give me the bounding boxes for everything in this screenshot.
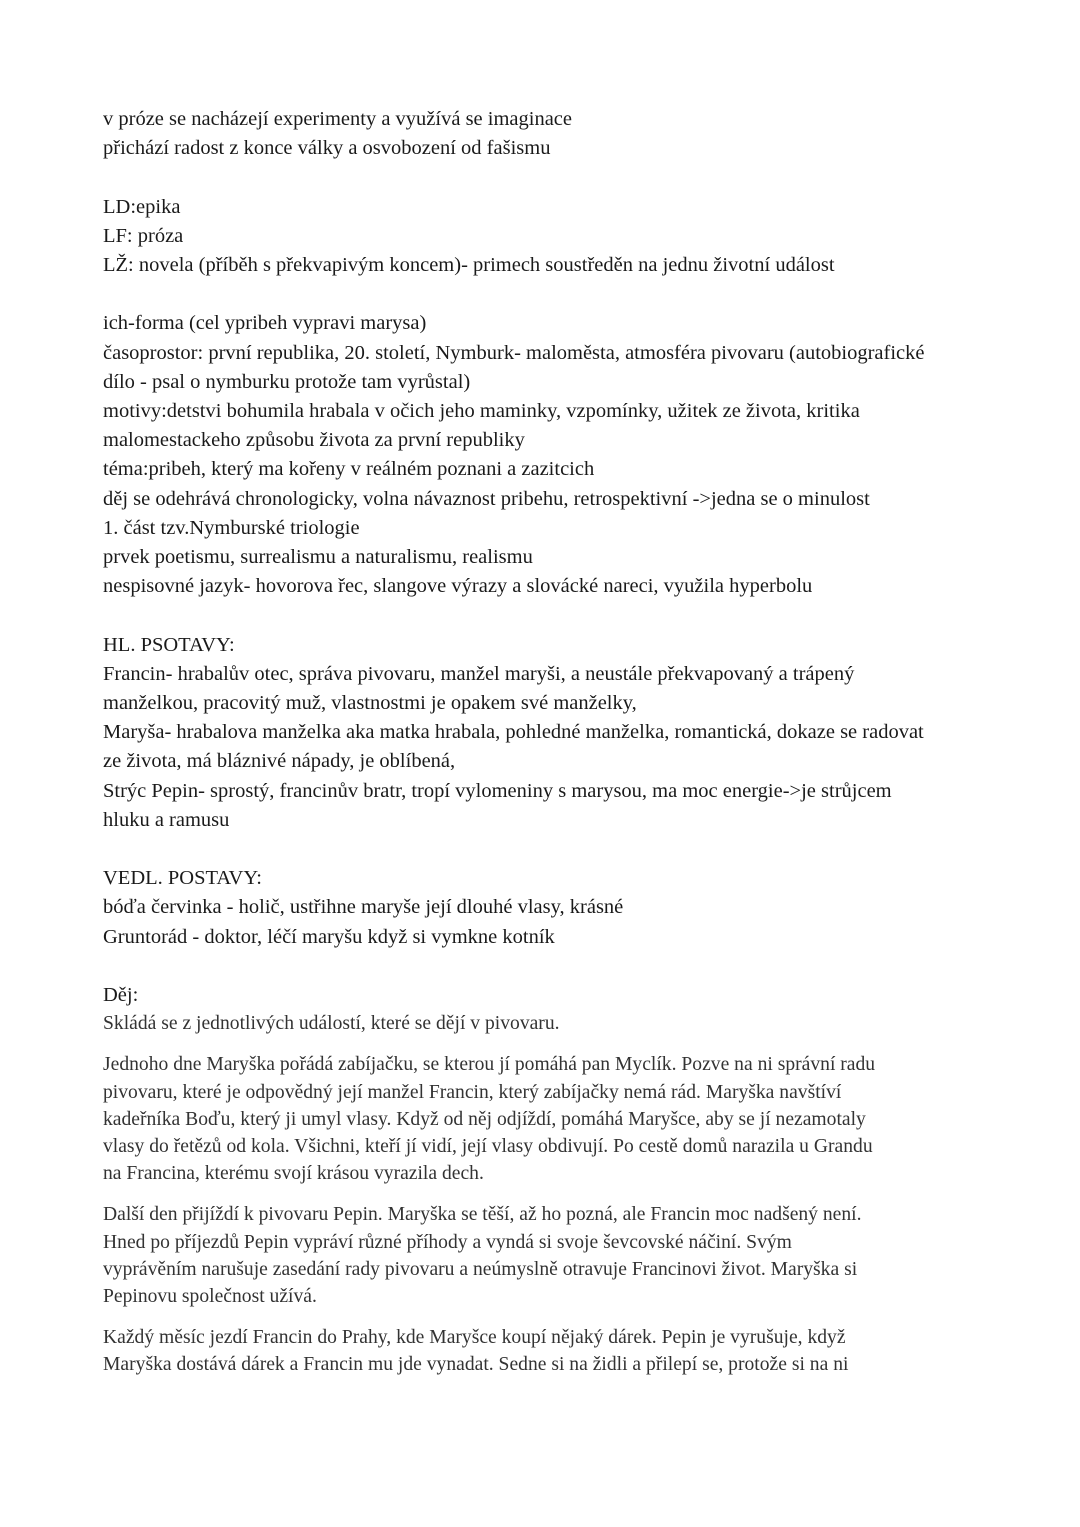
side-characters-section	[103, 864, 1003, 952]
text-line: Maryša- hrabalova manželka aka matka hrabala, pohledné manželka, romantická, dokaze se radovat	[103, 721, 924, 744]
text-line: nespisovné jazyk- hovorova řec, slangove výrazy a slovácké nareci, využila hyperbolu	[103, 575, 813, 598]
intro-section	[103, 105, 1003, 163]
analysis-section	[103, 309, 1003, 601]
text-line: Další den přijíždí k pivovaru Pepin. Maryška se těší, až ho pozná, ale Francin moc nadšený není.	[103, 1204, 862, 1226]
literary-kind: LD:epika	[103, 195, 181, 218]
text-line: motivy:detstvi bohumila hrabala v očich jeho maminky, vzpomínky, užitek ze života, kritika	[103, 400, 860, 422]
text-line: na Francina, kterému svojí krásou vyrazila dech.	[103, 1163, 484, 1185]
text-line: ich-forma (cel ypribeh vypravi marysa)	[103, 312, 427, 335]
text-line: prvek poetismu, surrealismu a naturalismu, realismu	[103, 546, 533, 569]
text-line: malomestackeho způsobu života za první republiky	[103, 429, 525, 452]
section-heading: HL. PSOTAVY:	[103, 633, 235, 656]
plot-paragraph	[103, 1051, 1003, 1187]
text-line: 1. část tzv.Nymburské triologie	[103, 516, 360, 539]
literary-info-section	[103, 193, 1003, 281]
text-line: kadeřníka Boďu, který ji umyl vlasy. Když od něj odjíždí, pomáhá Maryšce, aby se jí nezamotaly	[103, 1108, 866, 1130]
text-line: přichází radost z konce války a osvobození od fašismu	[103, 137, 551, 160]
plot-section	[103, 981, 1003, 1379]
text-line: Jednoho dne Maryška pořádá zabíjačku, se kterou jí pomáhá pan Myclík. Pozve na ni správní radu	[103, 1054, 876, 1076]
section-heading: VEDL. POSTAVY:	[103, 867, 262, 890]
text-line: dílo - psal o nymburku protože tam vyrůstal)	[103, 370, 471, 393]
main-characters-section	[103, 631, 1003, 835]
plot-paragraph	[103, 1324, 1003, 1378]
section-heading: Děj:	[103, 984, 139, 1007]
text-line: ze života, má bláznivé nápady, je oblíbená,	[103, 750, 456, 773]
literary-genre: LŽ: novela (příběh s překvapivým koncem)- primech soustředěn na jednu životní událost	[103, 254, 835, 276]
text-line: Hned po příjezdů Pepin vypráví různé příhody a vyndá si svoje ševcovské náčiní. Svým	[103, 1231, 792, 1253]
text-line: hluku a ramusu	[103, 808, 230, 831]
text-line: téma:pribeh, který ma kořeny v reálném poznani a zazitcich	[103, 458, 595, 481]
text-line: v próze se nacházejí experimenty a využívá se imaginace	[103, 108, 572, 130]
text-line: Strýc Pepin- sprostý, francinův bratr, tropí vylomeniny s marysou, ma moc energie->je strůjcem	[103, 779, 892, 802]
text-line: vlasy do řetězů od kola. Všichni, kteří jí vidí, její vlasy obdivují. Po cestě domů narazila u Grandu	[103, 1136, 873, 1158]
text-line: děj se odehrává chronologicky, volna návaznost pribehu, retrospektivní ->jedna se o minulost	[103, 487, 870, 510]
text-line: Maryška dostává dárek a Francin mu jde vynadat. Sedne si na židli a přilepí se, protože si na ni	[103, 1354, 849, 1376]
plot-summary: Skládá se z jednotlivých událostí, které se dějí v pivovaru.	[103, 1013, 560, 1035]
text-line: časoprostor: první republika, 20. století, Nymburk- maloměsta, atmosféra pivovaru (autobiografické	[103, 341, 925, 364]
text-line: Gruntorád - doktor, léčí maryšu když si vymkne kotník	[103, 925, 555, 948]
text-line: manželkou, pracovitý muž, vlastnostmi je opakem své manželky,	[103, 692, 637, 715]
text-line: vyprávěním narušuje zasedání rady pivovaru a neúmyslně otravuje Francinovi život. Maryška si	[103, 1258, 858, 1280]
text-line: pivovaru, které je odpovědný její manžel Francin, který zabíjačky nemá rád. Maryška navštíví	[103, 1081, 842, 1103]
text-line: Každý měsíc jezdí Francin do Prahy, kde Maryšce koupí nějaký dárek. Pepin je vyrušuje, když	[103, 1327, 846, 1349]
plot-paragraph	[103, 1201, 1003, 1310]
document-body	[103, 105, 1003, 1379]
text-line: Francin- hrabalův otec, správa pivovaru, manžel maryši, a neustále překvapovaný a trápený	[103, 662, 855, 685]
text-line: bóďa červinka - holič, ustřihne maryše její dlouhé vlasy, krásné	[103, 896, 624, 919]
text-line: Pepinovu společnost užívá.	[103, 1286, 317, 1308]
literary-form: LF: próza	[103, 224, 184, 247]
